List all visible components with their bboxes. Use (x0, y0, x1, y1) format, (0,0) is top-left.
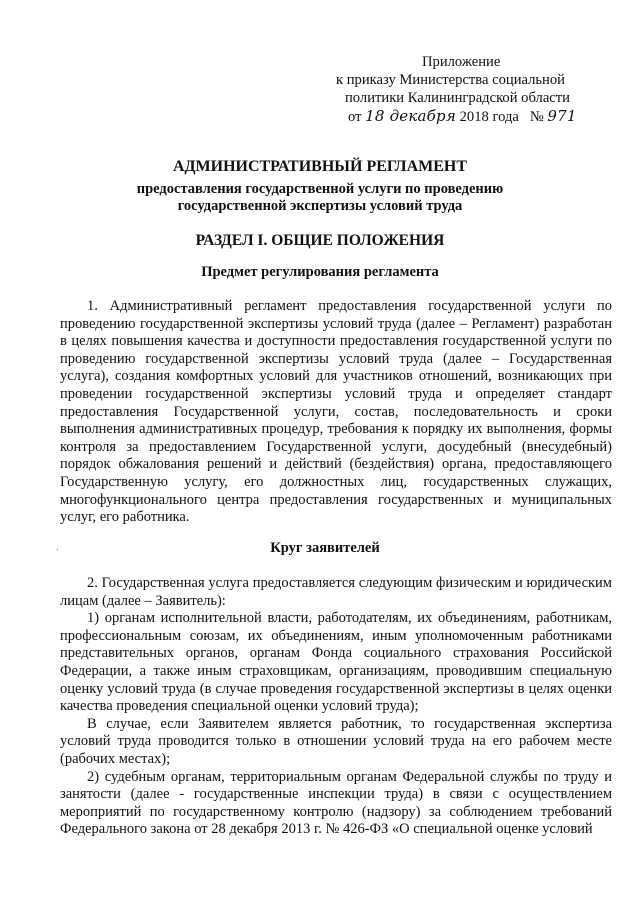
paragraph-2-note: В случае, если Заявителем является работник, то государственная экспертиза условий труда проводится только в отношении условий труда на его рабочем месте (рабочих местах); (60, 715, 612, 767)
applicants-heading: Круг заявителей (270, 540, 380, 556)
paragraph-1-text: 1. Административный регламент предоставления государственной услуги по проведению государственной экспертизы условий труда (далее – Регламент) разработан в целях повышения качества и доступности предоставления государственной услуги по проведению государственной экспертизы условий труда (далее – Государственная услуга), создания комфортных условий для участников отношений, возникающих при проведении государственной экспертизы условий труда и определяет стандарт предоставления Государственной услуги, состав, последовательность и сроки выполнения административных процедур, требования к порядку их выполнения, формы контроля за предоставлением Государственной услуги, досудебный (внесудебный) порядок обжалования решений и действий (бездействия) органа, предоставляющего Государственную услугу, его должностных лиц, государственных служащих, многофункционального центра предоставления государственных и муниципальных услуг, его работника. (60, 298, 612, 526)
document-subtitle-line2: государственной экспертизы условий труда (177, 198, 463, 214)
section-title: РАЗДЕЛ I. ОБЩИЕ ПОЛОЖЕНИЯ (195, 232, 445, 249)
paragraph-2-item-1: 1) органам исполнительной власти, работодателям, их объединениям, работникам, профессиональным союзам, их объединениям, иным уполномоченным работниками представительных органов, органам Фонда социального страхования Российской Федерации, а также иным страховщикам, организациям, проводившим специальную оценку условий труда (в случае проведения государственной экспертизы в целях оценки качества проведения специальной оценки условий труда); (60, 610, 612, 715)
paragraph-1 (60, 298, 612, 527)
date-prefix: от (348, 109, 362, 125)
document-title: АДМИНИСТРАТИВНЫЙ РЕГЛАМЕНТ (172, 158, 468, 175)
number-prefix: № (529, 109, 544, 125)
appendix-order-ref: к приказу Министерства социальной (336, 72, 565, 88)
date-year: 2018 года (459, 109, 519, 125)
document-subtitle-line1: предоставления государственной услуги по проведению (136, 181, 504, 197)
appendix-label: Приложение (422, 54, 501, 70)
appendix-date-line (336, 107, 606, 126)
handwritten-date: 18 декабря (365, 107, 456, 125)
appendix-block (336, 53, 606, 126)
paragraph-2-item-2: 2) судебным органам, территориальным органам Федеральной службы по труду и занятости (далее - государственные инспекции труда) в связи с осуществлением мероприятий по государственному контролю (надзору) за соблюдением требований Федерального закона от 28 декабря 2013 г. № 426-ФЗ «О специальной оценке условий (60, 768, 612, 838)
handwritten-number: 971 (547, 107, 577, 125)
paragraph-2-intro: 2. Государственная услуга предоставляется следующим физическим и юридическим лицам (далее – Заявитель): (60, 575, 612, 609)
subject-heading: Предмет регулирования регламента (201, 264, 439, 280)
appendix-ministry: политики Калининградской области (345, 90, 570, 106)
paragraph-2 (60, 575, 612, 839)
